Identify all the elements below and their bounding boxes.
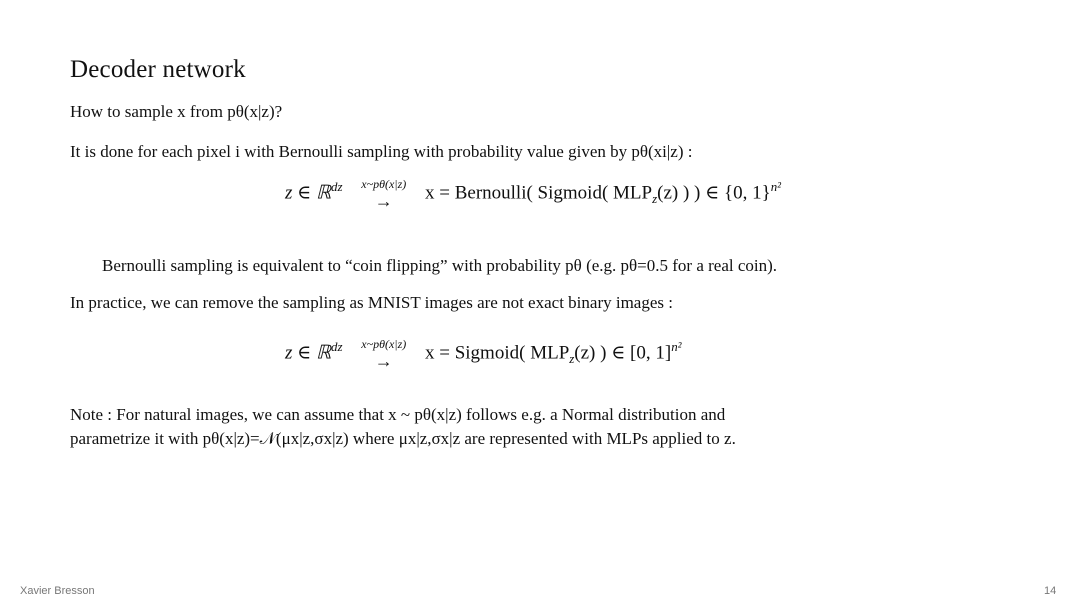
eq2-rhs: x = Sigmoid( MLP: [425, 342, 570, 364]
eq1-rhs-sup: n²: [770, 179, 782, 195]
coin-flipping-line: Bernoulli sampling is equivalent to “coin flipping” with probability pθ (e.g. pθ=0.5 for a real coin).: [102, 256, 778, 275]
question-line: How to sample x from pθ(x|z)?: [70, 102, 283, 121]
eq2-rhs-sup: n²: [671, 339, 682, 355]
slide-title: Decoder network: [70, 56, 246, 83]
equation-bernoulli: [285, 178, 781, 210]
in-practice-line: In practice, we can remove the sampling as MNIST images are not exact binary images :: [70, 293, 673, 312]
eq1-arrow-group: [361, 178, 406, 210]
eq2-arrow-label: x~pθ(x|z): [361, 337, 407, 351]
footer-author: Xavier Bresson: [20, 585, 95, 597]
equation-sigmoid: [285, 338, 682, 370]
eq2-lhs-sup: dz: [331, 339, 343, 355]
eq1-arrow-label: x~pθ(x|z): [361, 177, 407, 191]
eq1-rhs: x = Bernoulli( Sigmoid( MLP: [425, 182, 653, 204]
eq2-rhs-tail: (z) ) ∈ [0, 1]: [574, 342, 672, 364]
eq1-lhs: z ∈ ℝ: [285, 182, 332, 204]
eq2-lhs: z ∈ ℝ: [285, 342, 332, 364]
eq2-rhs-sub: z: [569, 351, 575, 367]
eq1-rhs-tail: (z) ) ) ∈ {0, 1}: [657, 182, 771, 204]
note-line-2: parametrize it with pθ(x|z)=𝒩(μx|z,σx|z) where μx|z,σx|z are represented with MLPs applied to z.: [70, 429, 736, 448]
eq2-arrow: →: [374, 351, 393, 371]
bernoulli-description-line: It is done for each pixel i with Bernoulli sampling with probability value given by pθ(xi|z) :: [70, 142, 693, 161]
eq2-arrow-group: [361, 338, 406, 370]
eq1-rhs-sub: z: [652, 191, 658, 207]
eq1-arrow: →: [374, 191, 393, 211]
note-line-1: Note : For natural images, we can assume that x ~ pθ(x|z) follows e.g. a Normal distribution and: [70, 405, 726, 424]
footer-page-number: 14: [1044, 585, 1057, 597]
eq1-lhs-sup: dz: [331, 179, 343, 195]
